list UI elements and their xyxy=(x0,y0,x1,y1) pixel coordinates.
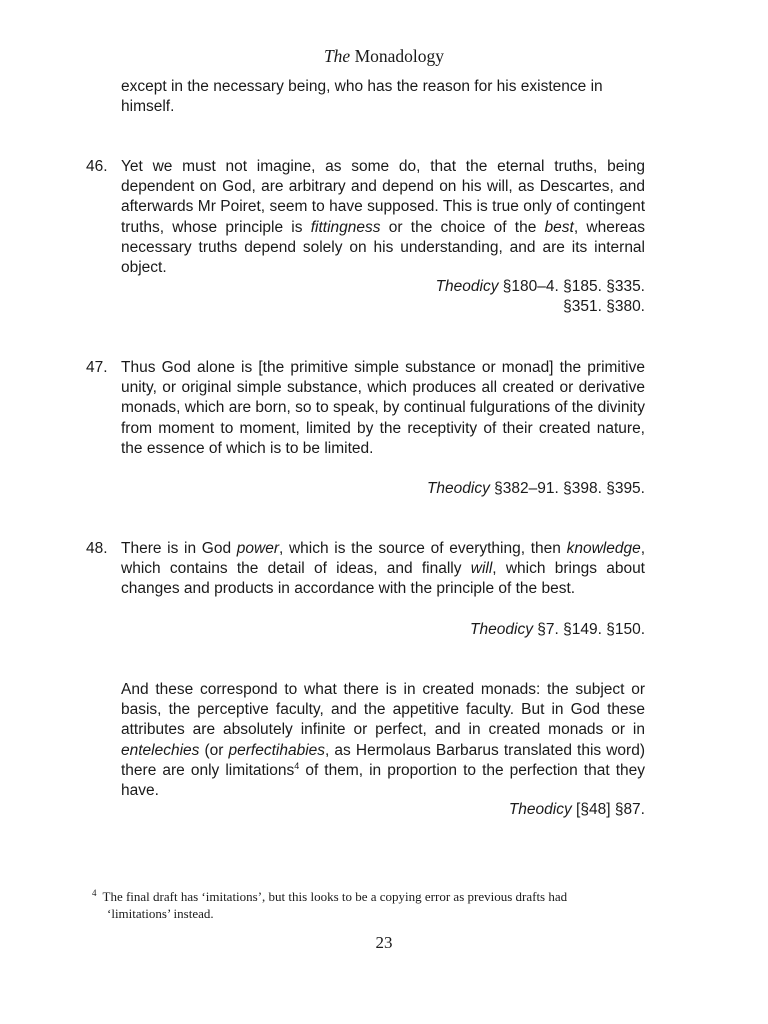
section-47-citation-refs: §382–91. §398. §395. xyxy=(489,480,645,497)
section-48-p2-text-4: of them, in proportion to the perfection that they have. xyxy=(121,761,645,800)
section-48-em-will: will xyxy=(470,560,493,578)
continued-paragraph xyxy=(121,77,645,117)
section-48-citation-2-refs: [§48] §87. xyxy=(571,801,645,818)
section-46-text-1: Yet we must not imagine, as some do, that the eternal truths, being dependent on God, are arbitrary and depend on his will, as Descartes, and afterwards Mr Poiret, seem to have supposed. This is true only of contingent truths, whose principle is xyxy=(121,158,645,236)
footnote-line-1: The final draft has ‘imitations’, but this looks to be a copying error as previous drafts had xyxy=(102,889,568,904)
footnote-marker: 4 xyxy=(92,888,97,898)
section-46-em-fittingness: fittingness xyxy=(310,218,381,236)
section-48-citation-2-title: Theodicy xyxy=(508,801,572,818)
footnote-reference: 4 xyxy=(294,760,300,771)
footnote-line-2: ‘limitations’ instead. xyxy=(107,906,214,921)
footnote xyxy=(92,885,645,922)
section-48-citation-2 xyxy=(245,800,645,820)
running-head xyxy=(0,45,768,67)
page-number: 23 xyxy=(375,933,393,952)
section-48-text-2: , which is the source of everything, then xyxy=(279,540,567,557)
section-46-citation xyxy=(245,277,645,317)
section-48-citation xyxy=(245,620,645,640)
continued-line-2: himself. xyxy=(121,98,175,116)
section-47-citation xyxy=(245,479,645,499)
section-number-48: 48. xyxy=(86,540,108,557)
section-48-p2-em-entelechies: entelechies xyxy=(121,741,200,759)
section-number-47: 47. xyxy=(86,359,108,376)
section-48-text xyxy=(121,539,645,600)
section-46-citation-line-2: §351. §380. xyxy=(563,298,645,316)
section-48-text-1: There is in God xyxy=(121,540,237,557)
section-48-p2-text-3: , as Hermolaus Barbarus translated this word) there are only limitations xyxy=(121,741,645,779)
section-48-text-4: , which brings about changes and products in accordance with the principle of the best. xyxy=(121,560,645,598)
section-46-text-2: or the choice of the xyxy=(380,218,545,236)
running-head-title: Monadology xyxy=(350,46,445,66)
section-48-citation-refs: §7. §149. §150. xyxy=(532,621,645,638)
section-48-p2-text-2: (or xyxy=(199,741,229,759)
section-47-citation-title: Theodicy xyxy=(426,480,490,497)
section-48-em-knowledge: knowledge xyxy=(566,540,641,557)
section-48-text-3: , which contains the detail of ideas, and finally xyxy=(121,540,645,578)
running-head-italic: The xyxy=(323,46,351,66)
continued-line-1: except in the necessary being, who has the reason for his existence in xyxy=(121,78,603,95)
section-46-em-best: best xyxy=(544,218,574,236)
section-number-46: 46. xyxy=(86,158,108,175)
section-46-citation-line-1: §180–4. §185. §335. xyxy=(498,278,645,295)
section-48-p2-text-1: And these correspond to what there is in created monads: the subject or basis, the perceptive faculty, and the appetitive faculty. But in God these attributes are absolutely infinite or perfect, and in created monads or in xyxy=(121,681,645,739)
section-46-text-3: , whereas necessary truths depend solely on his understanding, and are its internal object. xyxy=(121,218,645,277)
section-46-text xyxy=(121,157,645,278)
section-48-em-power: power xyxy=(236,540,279,557)
section-48-second-paragraph xyxy=(121,680,645,801)
section-48-citation-title: Theodicy xyxy=(470,621,533,638)
section-46-citation-title: Theodicy xyxy=(435,278,499,295)
section-48-p2-em-perfectihabies: perfectihabies xyxy=(228,741,326,759)
section-47-text: Thus God alone is [the primitive simple substance or monad] the primitive unity, or original simple substance, which produces all created or derivative monads, which are born, so to speak, by continual fulgurations of the divinity from moment to moment, limited by the receptivity of their created nature, the essence of which is to be limited. xyxy=(121,359,645,457)
